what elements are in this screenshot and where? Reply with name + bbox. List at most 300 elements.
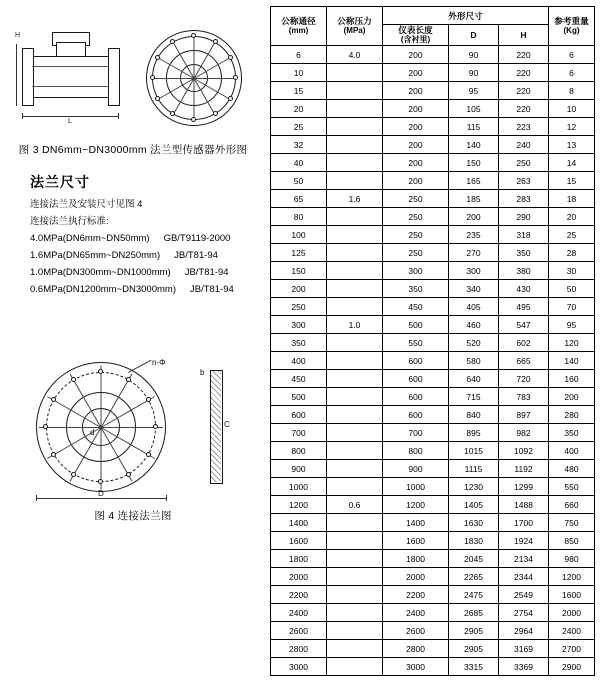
table-row	[271, 460, 595, 478]
cell-pn: 4.0	[327, 46, 383, 64]
cell-d: 1230	[449, 478, 499, 496]
table-row	[271, 622, 595, 640]
cell-weight: 14	[549, 154, 595, 172]
bolt-hole	[43, 424, 48, 429]
cell-pn	[327, 226, 383, 244]
table-body	[271, 46, 595, 676]
cell-dn: 3000	[271, 658, 327, 676]
height-dimension-label: H	[15, 32, 21, 39]
cell-weight: 140	[549, 352, 595, 370]
cell-h: 223	[499, 118, 549, 136]
cell-d: 235	[449, 226, 499, 244]
header-pn-text: 公称压力	[337, 16, 372, 26]
cell-h: 430	[499, 280, 549, 298]
cell-weight: 750	[549, 514, 595, 532]
cell-pn	[327, 442, 383, 460]
table-row	[271, 568, 595, 586]
cell-dn: 1200	[271, 496, 327, 514]
table-row	[271, 496, 595, 514]
cell-h: 2754	[499, 604, 549, 622]
cell-length: 200	[383, 118, 449, 136]
cell-d: 2045	[449, 550, 499, 568]
cell-d: 715	[449, 388, 499, 406]
cell-dn: 40	[271, 154, 327, 172]
table-row	[271, 136, 595, 154]
header-dn-unit: (mm)	[288, 26, 309, 35]
flange-spec-standard: JB/T81-94	[184, 267, 229, 278]
cell-length: 2400	[383, 604, 449, 622]
cell-weight: 6	[549, 64, 595, 82]
cell-weight: 400	[549, 442, 595, 460]
flange-spec-line	[30, 196, 260, 213]
cell-h: 665	[499, 352, 549, 370]
left-column	[0, 0, 266, 689]
bolt-hole	[126, 472, 131, 477]
table-row	[271, 154, 595, 172]
bolt-hole	[150, 75, 155, 80]
cell-h: 380	[499, 262, 549, 280]
flange-left	[22, 48, 34, 106]
cell-dn: 150	[271, 262, 327, 280]
cell-d: 3315	[449, 658, 499, 676]
cell-weight: 550	[549, 478, 595, 496]
bolt-hole	[170, 111, 175, 116]
bolt-hole	[233, 75, 238, 80]
cell-weight: 10	[549, 100, 595, 118]
bolt-hole	[146, 452, 151, 457]
flange-spec-standard: GB/T9119-2000	[163, 233, 231, 244]
cell-weight: 95	[549, 316, 595, 334]
cell-dn: 700	[271, 424, 327, 442]
cell-h: 220	[499, 82, 549, 100]
cell-h: 2549	[499, 586, 549, 604]
cell-weight: 25	[549, 226, 595, 244]
cell-weight: 200	[549, 388, 595, 406]
cell-dn: 15	[271, 82, 327, 100]
header-row-1	[271, 7, 595, 25]
flange-spec-text: 1.0MPa(DN300mm~DN1000mm)	[30, 267, 171, 278]
spoke-180	[152, 78, 194, 79]
connection-flange-side-view	[200, 368, 234, 482]
cell-weight: 1600	[549, 586, 595, 604]
cell-weight: 2000	[549, 604, 595, 622]
cell-d: 105	[449, 100, 499, 118]
table-row	[271, 352, 595, 370]
cell-pn	[327, 658, 383, 676]
cell-d: 340	[449, 280, 499, 298]
cell-d: 640	[449, 370, 499, 388]
D-dim-tick-right	[166, 495, 167, 501]
cell-pn	[327, 100, 383, 118]
table-row	[271, 82, 595, 100]
cell-dn: 1800	[271, 550, 327, 568]
cell-h: 350	[499, 244, 549, 262]
hole-callout-leader	[128, 360, 151, 373]
bolt-hole	[51, 397, 56, 402]
cell-weight: 13	[549, 136, 595, 154]
cell-weight: 120	[549, 334, 595, 352]
cell-dn: 1000	[271, 478, 327, 496]
cell-dn: 2200	[271, 586, 327, 604]
table-row	[271, 262, 595, 280]
hole-count-label: n-Φ	[152, 358, 166, 367]
cell-h: 982	[499, 424, 549, 442]
cell-d: 185	[449, 190, 499, 208]
cell-length: 450	[383, 298, 449, 316]
bolt-hole	[155, 55, 160, 60]
flange-spec-line	[30, 247, 260, 264]
cell-length: 350	[383, 280, 449, 298]
cell-d: 95	[449, 82, 499, 100]
sensor-side-view	[15, 30, 126, 125]
cell-weight: 480	[549, 460, 595, 478]
header-weight-unit: (Kg)	[563, 26, 580, 35]
cell-dn: 200	[271, 280, 327, 298]
bolt-hole	[155, 96, 160, 101]
cell-h: 2344	[499, 568, 549, 586]
cell-d: 2905	[449, 622, 499, 640]
cell-length: 800	[383, 442, 449, 460]
cell-d: 2475	[449, 586, 499, 604]
cell-h: 1192	[499, 460, 549, 478]
specification-table	[270, 6, 595, 676]
cell-pn	[327, 64, 383, 82]
flange-spec-line	[30, 230, 260, 247]
cell-pn	[327, 334, 383, 352]
cell-length: 200	[383, 100, 449, 118]
bolt-hole	[126, 377, 131, 382]
cell-d: 1405	[449, 496, 499, 514]
table-row	[271, 604, 595, 622]
cell-dn: 2000	[271, 568, 327, 586]
cell-d: 90	[449, 64, 499, 82]
figure-4-drawing	[20, 352, 260, 502]
bolt-hole	[98, 479, 103, 484]
length-dim-tick-left	[22, 113, 23, 119]
cell-weight: 350	[549, 424, 595, 442]
cell-length: 250	[383, 208, 449, 226]
cell-h: 2964	[499, 622, 549, 640]
cell-length: 900	[383, 460, 449, 478]
thickness-label: C	[224, 420, 230, 429]
cell-length: 1200	[383, 496, 449, 514]
table-row	[271, 46, 595, 64]
cell-pn	[327, 406, 383, 424]
cell-weight: 70	[549, 298, 595, 316]
cell-length: 550	[383, 334, 449, 352]
cell-h: 547	[499, 316, 549, 334]
cell-dn: 2800	[271, 640, 327, 658]
cell-weight: 850	[549, 532, 595, 550]
table-row	[271, 334, 595, 352]
cell-h: 2134	[499, 550, 549, 568]
cell-dn: 10	[271, 64, 327, 82]
cell-d: 460	[449, 316, 499, 334]
cell-d: 1630	[449, 514, 499, 532]
flange-spec-standard: JB/T81-94	[174, 250, 218, 261]
cell-dn: 125	[271, 244, 327, 262]
cell-length: 700	[383, 424, 449, 442]
cell-d: 140	[449, 136, 499, 154]
cell-length: 1600	[383, 532, 449, 550]
spoke-90	[194, 79, 195, 121]
cell-length: 3000	[383, 658, 449, 676]
cell-dn: 900	[271, 460, 327, 478]
cell-dn: 450	[271, 370, 327, 388]
cell-d: 2905	[449, 640, 499, 658]
flange-spec-text: 连接法兰执行标准:	[30, 216, 109, 227]
cell-dn: 80	[271, 208, 327, 226]
cell-length: 250	[383, 244, 449, 262]
cell-dn: 50	[271, 172, 327, 190]
cell-pn	[327, 586, 383, 604]
length-dimension-label: L	[68, 118, 72, 125]
cell-weight: 15	[549, 172, 595, 190]
table-row	[271, 244, 595, 262]
cell-dn: 1600	[271, 532, 327, 550]
table-row	[271, 532, 595, 550]
sensor-front-view	[140, 26, 248, 130]
table-row	[271, 226, 595, 244]
table-row	[271, 658, 595, 676]
cell-d: 200	[449, 208, 499, 226]
table-row	[271, 424, 595, 442]
cell-pn	[327, 640, 383, 658]
cell-d: 90	[449, 46, 499, 64]
cell-pn: 0.6	[327, 496, 383, 514]
cell-pn	[327, 568, 383, 586]
section-hatching	[210, 370, 221, 482]
cell-h: 220	[499, 46, 549, 64]
cell-d: 165	[449, 172, 499, 190]
cell-weight: 30	[549, 262, 595, 280]
cell-dn: 6	[271, 46, 327, 64]
table-row	[271, 478, 595, 496]
cell-d: 115	[449, 118, 499, 136]
length-dimension-line	[22, 116, 118, 117]
table-row	[271, 370, 595, 388]
spoke-270	[194, 37, 195, 79]
header-weight	[549, 7, 595, 46]
header-weight-text: 参考重量	[554, 16, 589, 26]
cell-dn: 250	[271, 298, 327, 316]
cell-h: 220	[499, 100, 549, 118]
flange-spec-text: 连接法兰及安装尺寸见图 4	[30, 199, 143, 210]
table-row	[271, 640, 595, 658]
header-dn-text: 公称通径	[281, 16, 316, 26]
table-row	[271, 316, 595, 334]
cell-weight: 8	[549, 82, 595, 100]
spoke-270	[101, 366, 102, 428]
cell-pn	[327, 550, 383, 568]
cell-dn: 300	[271, 316, 327, 334]
specification-table-wrapper	[270, 6, 594, 676]
D-dimension-line	[36, 498, 166, 499]
cell-pn	[327, 622, 383, 640]
cell-length: 200	[383, 172, 449, 190]
bolt-hole	[71, 472, 76, 477]
figure-3-caption: 图 3 DN6mm~DN3000mm 法兰型传感器外形图	[18, 144, 248, 156]
cell-length: 600	[383, 406, 449, 424]
flange-size-heading: 法兰尺寸	[30, 174, 90, 190]
cell-d: 840	[449, 406, 499, 424]
table-row	[271, 388, 595, 406]
cell-pn	[327, 352, 383, 370]
cell-d: 2265	[449, 568, 499, 586]
bolt-hole	[228, 96, 233, 101]
cell-pn	[327, 424, 383, 442]
cell-h: 1488	[499, 496, 549, 514]
bolt-hole	[51, 452, 56, 457]
D-dimension-label: D	[98, 489, 104, 498]
table-row	[271, 118, 595, 136]
cell-weight: 980	[549, 550, 595, 568]
cell-weight: 12	[549, 118, 595, 136]
cell-h: 290	[499, 208, 549, 226]
cell-pn	[327, 118, 383, 136]
header-length-sub: (含衬里)	[400, 35, 431, 44]
cell-d: 300	[449, 262, 499, 280]
cell-h: 602	[499, 334, 549, 352]
cell-h: 1924	[499, 532, 549, 550]
table-row	[271, 100, 595, 118]
cell-length: 300	[383, 262, 449, 280]
cell-d: 1015	[449, 442, 499, 460]
table-row	[271, 550, 595, 568]
cell-h: 240	[499, 136, 549, 154]
cell-dn: 100	[271, 226, 327, 244]
cell-d: 1115	[449, 460, 499, 478]
cell-pn	[327, 460, 383, 478]
cell-length: 1800	[383, 550, 449, 568]
cell-pn	[327, 136, 383, 154]
flange-spec-text: 4.0MPa(DN6mm~DN50mm)	[30, 233, 150, 244]
cell-h: 1092	[499, 442, 549, 460]
cell-pn	[327, 280, 383, 298]
bolt-hole	[98, 369, 103, 374]
length-dim-tick-right	[118, 113, 119, 119]
cell-dn: 32	[271, 136, 327, 154]
inner-label: b	[200, 368, 205, 377]
spoke-0	[194, 78, 236, 79]
height-dimension-line	[16, 44, 17, 106]
cell-pn	[327, 532, 383, 550]
cell-length: 1400	[383, 514, 449, 532]
header-dn	[271, 7, 327, 46]
header-h: H	[499, 25, 549, 46]
bolt-hole	[170, 39, 175, 44]
cell-length: 200	[383, 46, 449, 64]
table-row	[271, 406, 595, 424]
header-pn-unit: (MPa)	[343, 26, 366, 35]
cell-h: 318	[499, 226, 549, 244]
cell-d: 2685	[449, 604, 499, 622]
cell-weight: 6	[549, 46, 595, 64]
body-inner-line-top	[32, 66, 108, 67]
cell-dn: 500	[271, 388, 327, 406]
cell-h: 3169	[499, 640, 549, 658]
cell-dn: 25	[271, 118, 327, 136]
cell-pn	[327, 514, 383, 532]
table-head	[271, 7, 595, 46]
cell-weight: 18	[549, 190, 595, 208]
cell-dn: 1400	[271, 514, 327, 532]
cell-weight: 660	[549, 496, 595, 514]
table-row	[271, 280, 595, 298]
cell-d: 405	[449, 298, 499, 316]
cell-dn: 350	[271, 334, 327, 352]
D-dim-tick-left	[36, 495, 37, 501]
cell-length: 500	[383, 316, 449, 334]
cell-length: 2800	[383, 640, 449, 658]
flange-right	[108, 48, 120, 106]
sensor-body	[32, 56, 110, 98]
cell-pn	[327, 604, 383, 622]
cell-length: 1000	[383, 478, 449, 496]
table-row	[271, 190, 595, 208]
cell-pn	[327, 82, 383, 100]
bolt-hole	[191, 33, 196, 38]
cell-h: 1700	[499, 514, 549, 532]
cell-weight: 2900	[549, 658, 595, 676]
cell-weight: 280	[549, 406, 595, 424]
cell-d: 580	[449, 352, 499, 370]
cell-length: 200	[383, 154, 449, 172]
table-row	[271, 514, 595, 532]
cell-h: 720	[499, 370, 549, 388]
cell-d: 1830	[449, 532, 499, 550]
header-length-text: 仪表长度	[398, 25, 433, 35]
bolt-hole	[71, 377, 76, 382]
header-pn	[327, 7, 383, 46]
table-row	[271, 64, 595, 82]
cell-h: 263	[499, 172, 549, 190]
d-small-label: d	[90, 428, 95, 437]
figure-4-caption: 图 4 连接法兰图	[94, 510, 172, 522]
cell-length: 250	[383, 226, 449, 244]
body-inner-line-bottom	[32, 86, 108, 87]
cell-weight: 160	[549, 370, 595, 388]
cell-h: 3369	[499, 658, 549, 676]
cell-pn	[327, 388, 383, 406]
table-row	[271, 172, 595, 190]
cell-d: 270	[449, 244, 499, 262]
header-d: D	[449, 25, 499, 46]
flange-spec-lines	[30, 196, 260, 298]
flange-spec-text: 0.6MPa(DN1200mm~DN3000mm)	[30, 284, 176, 295]
bolt-hole	[191, 117, 196, 122]
bolt-hole	[213, 39, 218, 44]
flange-spec-standard: JB/T81-94	[189, 284, 234, 295]
cell-pn	[327, 154, 383, 172]
cell-pn	[327, 244, 383, 262]
cell-weight: 20	[549, 208, 595, 226]
cell-h: 220	[499, 64, 549, 82]
flange-spec-text: 1.6MPa(DN65mm~DN250mm)	[30, 250, 161, 261]
cell-length: 250	[383, 190, 449, 208]
cell-weight: 2700	[549, 640, 595, 658]
cell-length: 2600	[383, 622, 449, 640]
figure-3-drawing	[8, 22, 258, 132]
flange-spec-line	[30, 213, 260, 230]
cell-weight: 50	[549, 280, 595, 298]
bolt-hole	[213, 111, 218, 116]
cell-pn	[327, 208, 383, 226]
cell-dn: 2600	[271, 622, 327, 640]
cell-pn	[327, 172, 383, 190]
cell-h: 283	[499, 190, 549, 208]
cell-d: 150	[449, 154, 499, 172]
